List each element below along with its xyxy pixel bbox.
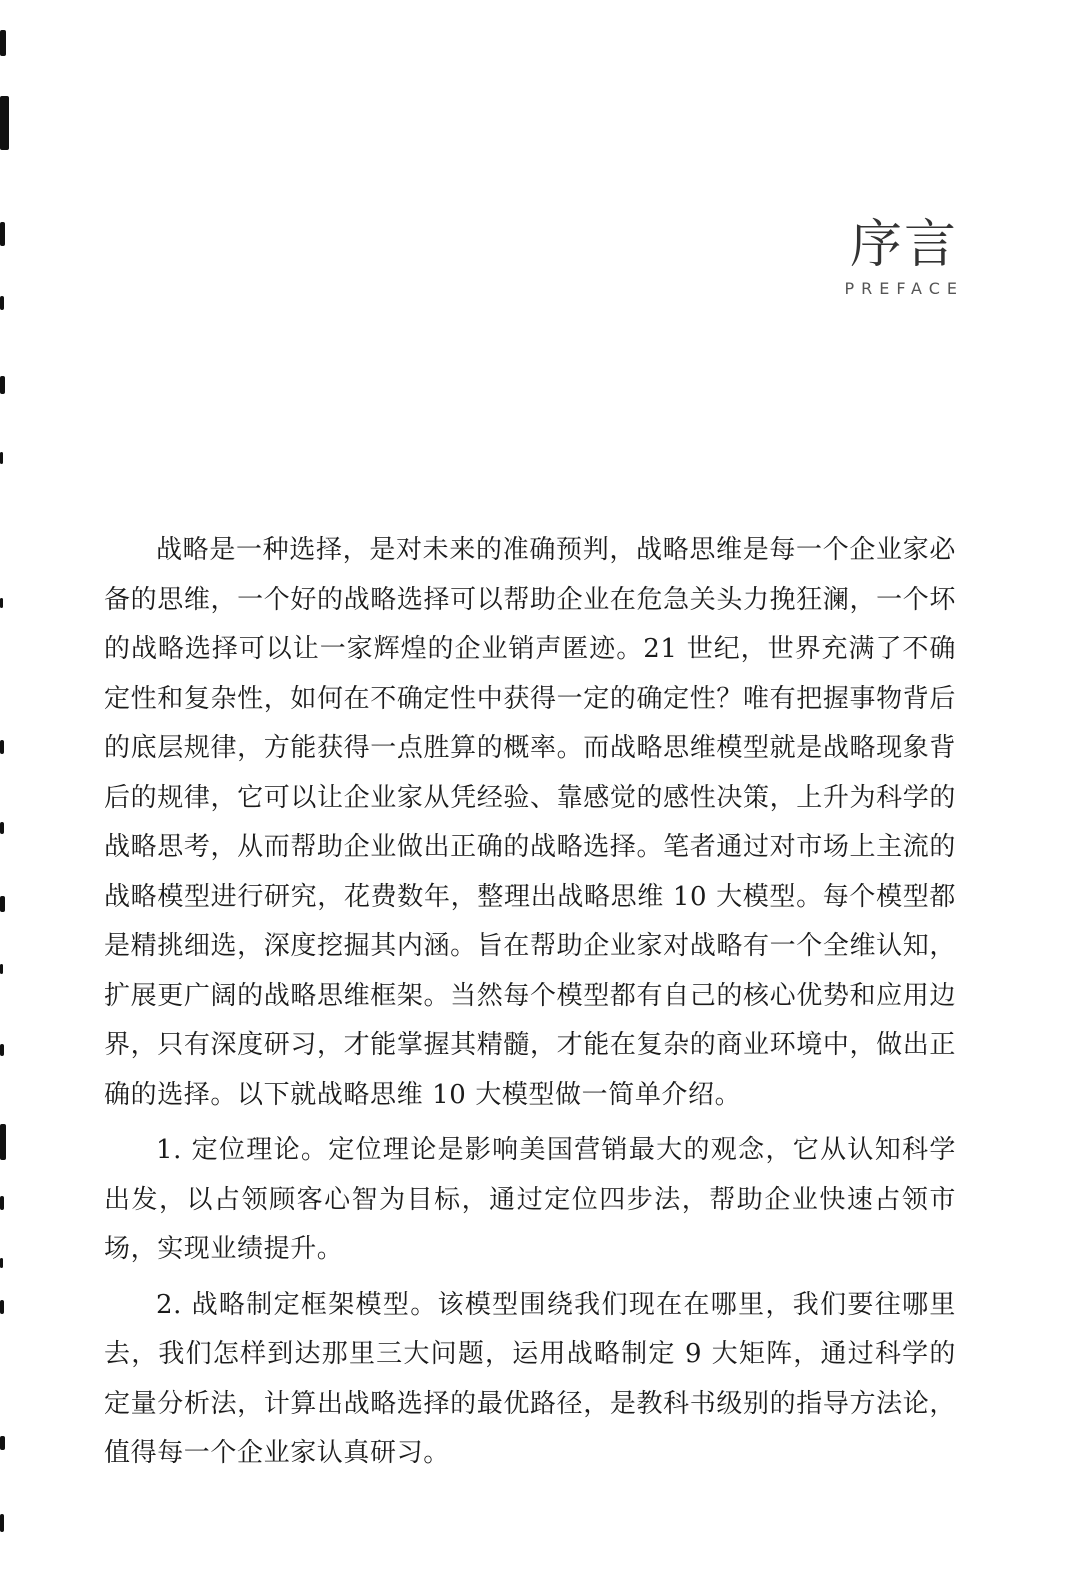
preface-body xyxy=(104,526,956,1485)
paragraph-model-1: 1. 定位理论。定位理论是影响美国营销最大的观念，它从认知科学出发，以占领顾客心智为目标，通过定位四步法，帮助企业快速占领市场，实现业绩提升。 xyxy=(104,1135,956,1264)
preface-title-en: PREFACE xyxy=(844,279,964,298)
paragraph-intro: 战略是一种选择，是对未来的准确预判，战略思维是每一个企业家必备的思维，一个好的战略选择可以帮助企业在危急关头力挽狂澜，一个坏的战略选择可以让一家辉煌的企业销声匿迹。21 世纪，世界充满了不确定性和复杂性，如何在不确定性中获得一定的确定性？唯有把握事物背后的底层规律，方能获得一点胜算的概率。而战略思维模型就是战略现象背后的规律，它可以让企业家从凭经验、靠感觉的感性决策，上升为科学的战略思考，从而帮助企业做出正确的战略选择。笔者通过对市场上主流的战略模型进行研究，花费数年，整理出战略思维 10 大模型。每个模型都是精挑细选，深度挖掘其内涵。旨在帮助企业家对战略有一个全维认知，扩展更广阔的战略思维框架。当然每个模型都有自己的核心优势和应用边界，只有深度研习，才能掌握其精髓，才能在复杂的商业环境中，做出正确的选择。以下就战略思维 10 大模型做一简单介绍。 xyxy=(104,535,956,1110)
paragraph-model-2: 2. 战略制定框架模型。该模型围绕我们现在在哪里，我们要往哪里去，我们怎样到达那里三大问题，运用战略制定 9 大矩阵，通过科学的定量分析法，计算出战略选择的最优路径，是教科书级别的指导方法论，值得每一个企业家认真研习。 xyxy=(104,1289,956,1468)
preface-title-cn: 序言 xyxy=(849,215,958,275)
preface-heading xyxy=(844,214,964,300)
scan-edge-marks xyxy=(0,0,14,1579)
